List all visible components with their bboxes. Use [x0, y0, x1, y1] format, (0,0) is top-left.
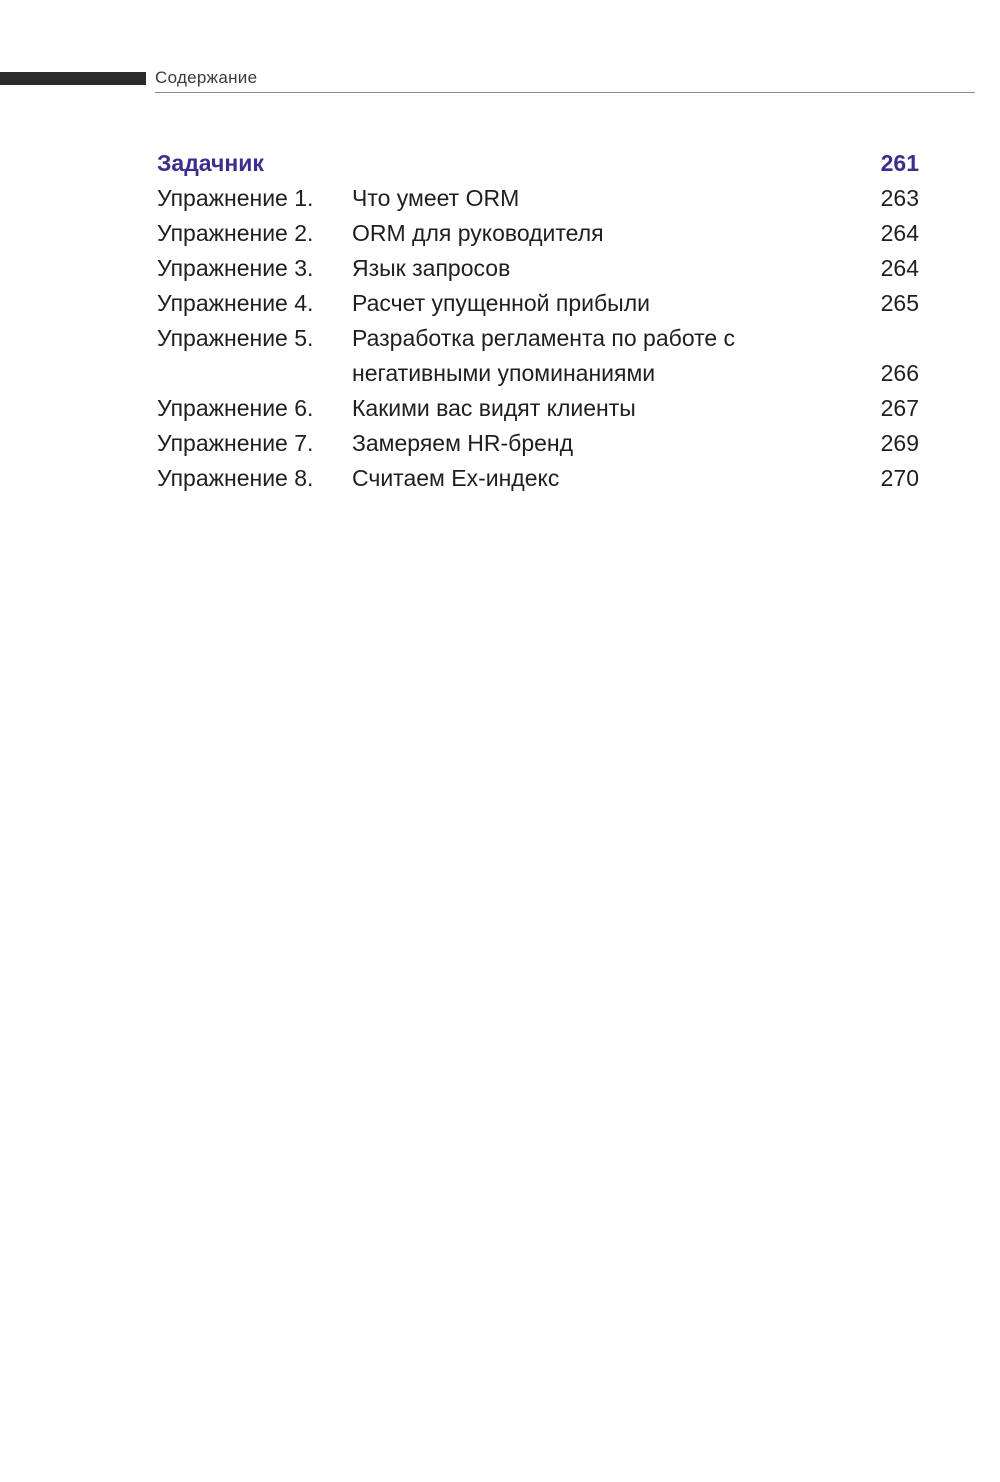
entry-page-number: 265 — [880, 290, 919, 316]
section-title: Задачник — [157, 150, 264, 176]
toc-entry[interactable] — [157, 426, 919, 461]
toc-entry[interactable] — [157, 391, 919, 426]
entry-label: Упражнение 5. — [157, 325, 314, 351]
entry-page-number: 264 — [880, 220, 919, 246]
header-divider — [155, 92, 975, 93]
toc-entry[interactable] — [157, 181, 919, 216]
entry-page-number: 270 — [880, 465, 919, 491]
entry-label: Упражнение 3. — [157, 255, 314, 281]
entry-title: ORM для руководителя — [352, 220, 604, 246]
toc-entry[interactable] — [157, 461, 919, 496]
section-page-number: 261 — [880, 150, 919, 176]
table-of-contents — [157, 146, 919, 496]
entry-label: Упражнение 8. — [157, 465, 314, 491]
entry-label: Упражнение 4. — [157, 290, 314, 316]
entry-title: Замеряем HR-бренд — [352, 430, 574, 456]
page-header-title: Содержание — [155, 68, 258, 87]
entry-label: Упражнение 2. — [157, 220, 314, 246]
entry-page-number: 269 — [880, 430, 919, 456]
toc-entry[interactable] — [157, 321, 919, 391]
entry-page-number: 267 — [880, 395, 919, 421]
header-bar — [0, 72, 146, 85]
toc-entry[interactable] — [157, 216, 919, 251]
entry-title: Расчет упущенной прибыли — [352, 290, 650, 316]
entry-title: Какими вас видят клиенты — [352, 395, 636, 421]
entry-label: Упражнение 7. — [157, 430, 314, 456]
entry-label: Упражнение 1. — [157, 185, 314, 211]
entry-title: Разработка регламента по работе с негативными упоминаниями — [352, 325, 736, 386]
entry-page-number: 266 — [880, 360, 919, 386]
entry-title: Язык запросов — [352, 255, 511, 281]
entry-label: Упражнение 6. — [157, 395, 314, 421]
toc-section-heading[interactable] — [157, 146, 919, 181]
toc-entry[interactable] — [157, 251, 919, 286]
entry-title: Считаем Ех-индекс — [352, 465, 560, 491]
entry-page-number: 263 — [880, 185, 919, 211]
entry-page-number: 264 — [880, 255, 919, 281]
entry-title: Что умеет ORM — [352, 185, 520, 211]
toc-entry[interactable] — [157, 286, 919, 321]
